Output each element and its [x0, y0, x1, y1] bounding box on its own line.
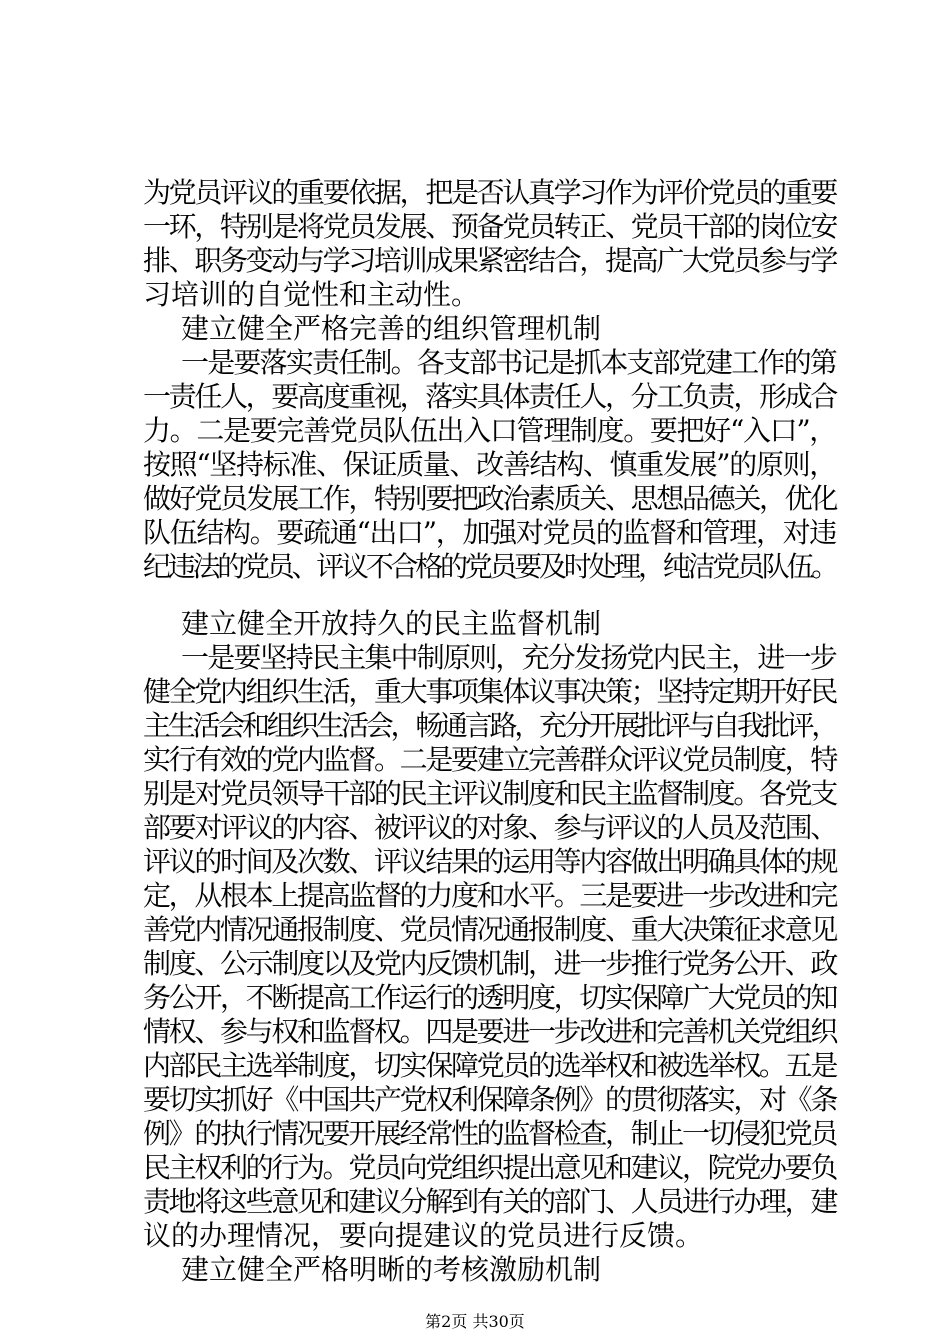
text-line: 一责任人，要高度重视，落实具体责任人，分工负责，形成合	[143, 380, 836, 413]
text-line: 一是要落实责任制。各支部书记是抓本支部党建工作的第	[181, 346, 836, 379]
text-line: 制度、公示制度以及党内反馈机制，进一步推行党务公开、政	[143, 947, 836, 980]
text-line: 例》的执行情况要开展经常性的监督检查，制止一切侵犯党员	[143, 1117, 836, 1150]
text-line: 习培训的自觉性和主动性。	[143, 278, 480, 311]
page-footer: 第2页 共30页	[425, 1312, 525, 1331]
text-line: 别是对党员领导干部的民主评议制度和民主监督制度。各党支	[143, 777, 836, 810]
section-heading: 建立健全开放持久的民主监督机制	[181, 607, 602, 640]
text-line: 务公开，不断提高工作运行的透明度，切实保障广大党员的知	[143, 981, 836, 1014]
text-line: 部要对评议的内容、被评议的对象、参与评议的人员及范围、	[143, 811, 836, 844]
text-line: 纪违法的党员、评议不合格的党员要及时处理，纯洁党员队伍。	[143, 550, 836, 583]
section-heading: 建立健全严格完善的组织管理机制	[181, 312, 602, 345]
text-line: 民主权利的行为。党员向党组织提出意见和建议，院党办要负	[143, 1151, 836, 1184]
text-line: 善党内情况通报制度、党员情况通报制度、重大决策征求意见	[143, 913, 836, 946]
text-line: 责地将这些意见和建议分解到有关的部门、人员进行办理，建	[143, 1185, 836, 1218]
text-line: 健全党内组织生活，重大事项集体议事决策；坚持定期开好民	[143, 675, 836, 708]
text-line: 情权、参与权和监督权。四是要进一步改进和完善机关党组织	[143, 1015, 836, 1048]
text-line: 内部民主选举制度，切实保障党员的选举权和被选举权。五是	[143, 1049, 836, 1082]
text-line: 评议的时间及次数、评议结果的运用等内容做出明确具体的规	[143, 845, 836, 878]
text-line: 实行有效的党内监督。二是要建立完善群众评议党员制度，特	[143, 743, 836, 776]
text-line: 一环，特别是将党员发展、预备党员转正、党员干部的岗位安	[143, 210, 836, 243]
text-line: 议的办理情况，要向提建议的党员进行反馈。	[143, 1219, 704, 1252]
text-line: 为党员评议的重要依据，把是否认真学习作为评价党员的重要	[143, 176, 836, 209]
text-line: 定，从根本上提高监督的力度和水平。三是要进一步改进和完	[143, 879, 836, 912]
text-line: 按照“坚持标准、保证质量、改善结构、慎重发展”的原则，	[143, 448, 836, 481]
section-heading: 建立健全严格明晰的考核激励机制	[181, 1253, 602, 1286]
text-line: 一是要坚持民主集中制原则，充分发扬党内民主，进一步	[181, 641, 836, 674]
text-line: 排、职务变动与学习培训成果紧密结合，提高广大党员参与学	[143, 244, 836, 277]
text-line: 队伍结构。要疏通“出口”，加强对党员的监督和管理，对违	[143, 516, 836, 549]
text-line: 做好党员发展工作，特别要把政治素质关、思想品德关，优化	[143, 482, 836, 515]
text-line: 力。二是要完善党员队伍出入口管理制度。要把好“入口”，	[143, 414, 836, 447]
text-line: 要切实抓好《中国共产党权利保障条例》的贯彻落实，对《条	[143, 1083, 836, 1116]
text-line: 主生活会和组织生活会，畅通言路，充分开展批评与自我批评，	[143, 709, 836, 742]
